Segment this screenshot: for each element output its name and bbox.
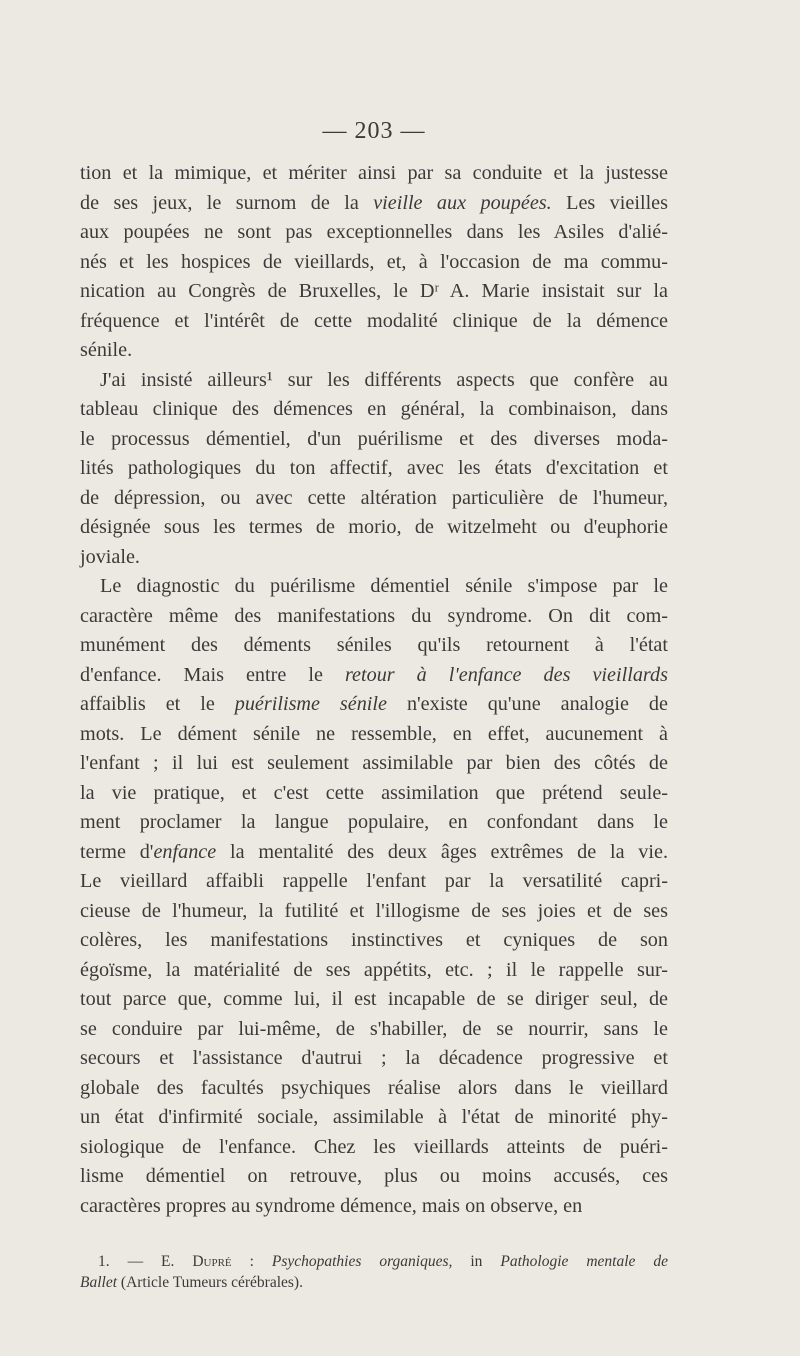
- line-content: [80, 631, 668, 661]
- text-segment: in: [452, 1253, 501, 1270]
- line-content: [100, 366, 668, 396]
- text-segment: Ballet: [80, 1274, 118, 1291]
- text-line: [80, 749, 668, 779]
- text-line: [80, 602, 668, 632]
- text-line: [80, 661, 668, 691]
- line-content: [80, 1074, 668, 1104]
- line-content: [80, 543, 668, 573]
- text-segment: ment proclamer la langue populaire, en confondant dans le: [80, 811, 668, 833]
- text-line: [80, 159, 668, 189]
- text-segment: vieille aux poupées.: [373, 191, 552, 214]
- text-segment: nés et les hospices de vieillards, et, à l'occasion de ma commu-: [80, 250, 668, 273]
- line-content: [80, 307, 668, 337]
- line-content: [80, 808, 668, 838]
- line-content: [80, 956, 668, 986]
- text-segment: tout parce que, comme lui, il est incapable de se diriger seul, de: [80, 988, 668, 1010]
- text-segment: colères, les manifestations instinctives et cyniques de son: [80, 929, 668, 951]
- text-segment: globale des facultés psychiques réalise alors dans le vieillard: [80, 1076, 668, 1099]
- text-segment: Psychopathies organiques,: [271, 1253, 453, 1270]
- text-segment: Le diagnostic du puérilisme démentiel sénile s'impose par le: [100, 575, 668, 597]
- text-line: [80, 779, 668, 809]
- footnote-line: [80, 1272, 668, 1293]
- line-content: [80, 897, 668, 927]
- line-content: [98, 1251, 668, 1272]
- text-segment: lisme démentiel on retrouve, plus ou moins accusés, ces: [80, 1165, 668, 1187]
- line-content: [80, 425, 668, 455]
- text-segment: aux poupées ne sont pas exceptionnelles dans les Asiles d'alié-: [80, 221, 668, 243]
- line-content: [80, 985, 668, 1015]
- text-line: [80, 838, 668, 868]
- text-segment: munément des déments séniles qu'ils retournent à l'état: [80, 634, 668, 656]
- text-segment: mots. Le dément sénile ne ressemble, en effet, aucunement à: [80, 722, 668, 745]
- line-content: [80, 749, 668, 779]
- text-segment: joviale.: [80, 545, 140, 568]
- text-segment: :: [231, 1253, 272, 1270]
- line-content: [80, 661, 668, 691]
- text-segment: fréquence et l'intérêt de cette modalité clinique de la démence: [80, 309, 668, 332]
- text-line: [80, 484, 668, 514]
- text-line: [80, 189, 668, 219]
- line-content: [80, 867, 668, 897]
- line-content: [80, 1015, 668, 1045]
- line-content: [80, 779, 668, 809]
- text-line: [80, 1044, 668, 1074]
- text-segment: E. Dupré: [161, 1253, 232, 1270]
- body-text: [80, 159, 668, 1221]
- text-segment: tableau clinique des démences en général, la combinaison, dans: [80, 398, 668, 420]
- text-segment: désignée sous les termes de morio, de witzelmeht ou d'euphorie: [80, 516, 668, 538]
- text-line: [80, 1192, 668, 1222]
- text-line: [80, 1074, 668, 1104]
- text-segment: enfance: [153, 840, 217, 863]
- text-segment: de dépression, ou avec cette altération particulière de l'humeur,: [80, 486, 668, 509]
- line-content: [80, 1162, 668, 1192]
- text-segment: se conduire par lui-même, de s'habiller, de se nourrir, sans le: [80, 1017, 668, 1040]
- text-segment: la vie pratique, et c'est cette assimilation que prétend seule-: [80, 781, 668, 804]
- text-line: [80, 307, 668, 337]
- text-line: [80, 454, 668, 484]
- text-segment: Pathologie mentale de: [500, 1253, 668, 1270]
- text-segment: tion et la mimique, et mériter ainsi par sa conduite et la justesse: [80, 162, 668, 184]
- text-segment: puérilisme sénile: [234, 693, 387, 715]
- text-segment: sénile.: [80, 339, 133, 361]
- text-segment: (Article Tumeurs cérébrales).: [117, 1274, 303, 1291]
- text-line: [80, 336, 668, 366]
- text-segment: la mentalité des deux âges extrêmes de la vie.: [216, 840, 668, 863]
- text-segment: l'enfant ; il lui est seulement assimilable par bien des côtés de: [80, 752, 668, 774]
- line-content: [80, 454, 668, 484]
- text-line: [80, 720, 668, 750]
- text-line: [80, 248, 668, 278]
- text-segment: cieuse de l'humeur, la futilité et l'illogisme de ses joies et de ses: [80, 899, 668, 922]
- text-line: [80, 926, 668, 956]
- text-segment: affaiblis et le: [80, 693, 235, 715]
- line-content: [80, 513, 668, 543]
- text-segment: d'enfance. Mais entre le: [80, 663, 345, 686]
- text-segment: le processus démentiel, d'un puérilisme et des diverses moda-: [80, 427, 668, 450]
- line-content: [80, 395, 668, 425]
- text-segment: égoïsme, la matérialité de ses appétits, etc. ; il le rappelle sur-: [80, 958, 668, 981]
- footnote-line: [80, 1251, 668, 1272]
- line-content: [80, 838, 668, 868]
- text-line: [80, 690, 668, 720]
- text-segment: de ses jeux, le surnom de la: [80, 191, 374, 214]
- line-content: [80, 1192, 668, 1222]
- line-content: [80, 1133, 668, 1163]
- text-segment: terme d': [80, 840, 154, 863]
- text-segment: lités pathologiques du ton affectif, avec les états d'excitation et: [80, 457, 668, 479]
- text-line: [80, 513, 668, 543]
- text-line: [80, 631, 668, 661]
- text-line: [80, 1133, 668, 1163]
- line-content: [80, 218, 668, 248]
- text-line: [80, 425, 668, 455]
- text-line: [80, 956, 668, 986]
- line-content: [80, 602, 668, 632]
- text-line: [80, 543, 668, 573]
- text-segment: 1. —: [98, 1253, 162, 1270]
- page-number: — 203 —: [322, 118, 426, 144]
- text-segment: caractères propres au syndrome démence, mais on observe, en: [80, 1194, 583, 1217]
- line-content: [80, 1044, 668, 1074]
- text-segment: secours et l'assistance d'autrui ; la décadence progressive et: [80, 1047, 668, 1069]
- text-line: [80, 1103, 668, 1133]
- footnote: [80, 1251, 668, 1293]
- text-line: [80, 366, 668, 396]
- text-line: [80, 897, 668, 927]
- line-content: [80, 926, 668, 956]
- line-content: [80, 1272, 668, 1293]
- line-content: [80, 336, 668, 366]
- text-segment: un état d'infirmité sociale, assimilable à l'état de minorité phy-: [80, 1106, 668, 1128]
- text-segment: Les vieilles: [551, 191, 668, 214]
- line-content: [80, 484, 668, 514]
- line-content: [80, 277, 668, 307]
- text-line: [80, 395, 668, 425]
- text-line: [80, 1015, 668, 1045]
- line-content: [100, 572, 668, 602]
- page: [80, 118, 668, 1293]
- text-line: [80, 277, 668, 307]
- text-line: [80, 867, 668, 897]
- text-line: [80, 572, 668, 602]
- text-segment: siologique de l'enfance. Chez les vieillards atteints de puéri-: [80, 1135, 668, 1158]
- text-line: [80, 985, 668, 1015]
- text-line: [80, 808, 668, 838]
- text-segment: Le vieillard affaibli rappelle l'enfant par la versatilité capri-: [80, 870, 668, 892]
- line-content: [80, 690, 668, 720]
- text-line: [80, 1162, 668, 1192]
- text-line: [80, 218, 668, 248]
- text-segment: retour à l'enfance des vieillards: [344, 663, 668, 686]
- text-segment: caractère même des manifestations du syndrome. On dit com-: [80, 604, 668, 627]
- line-content: [80, 159, 668, 189]
- line-content: [80, 189, 668, 219]
- line-content: [80, 720, 668, 750]
- text-segment: J'ai insisté ailleurs¹ sur les différents aspects que confère au: [100, 368, 668, 391]
- line-content: [80, 248, 668, 278]
- text-segment: n'existe qu'une analogie de: [387, 693, 668, 715]
- text-segment: nication au Congrès de Bruxelles, le Dʳ A. Marie insistait sur la: [80, 280, 668, 302]
- line-content: [80, 1103, 668, 1133]
